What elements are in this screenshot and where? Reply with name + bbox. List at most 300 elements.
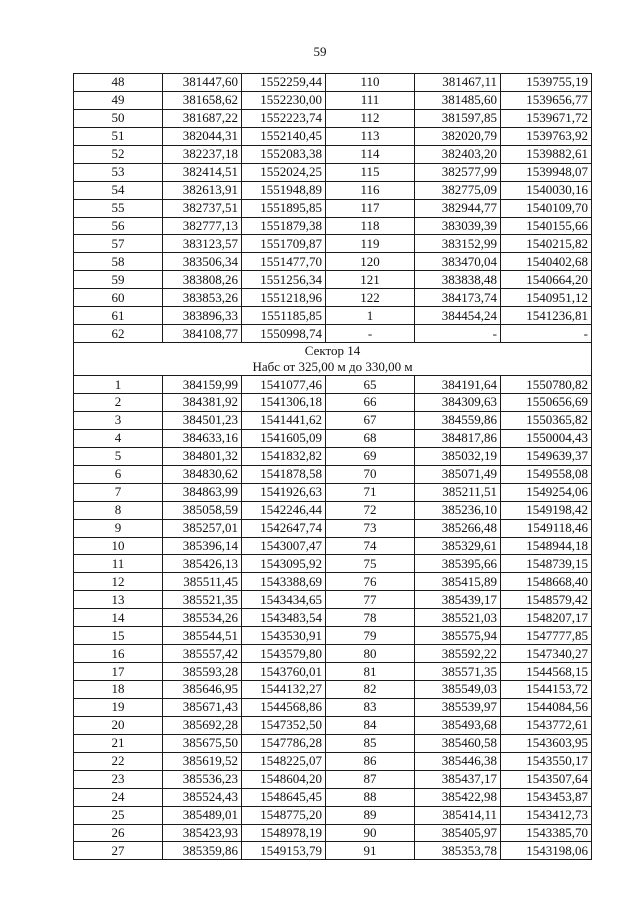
table-row: [74, 555, 592, 573]
table-row: [74, 145, 592, 163]
x-coordinate-cell: 385557,42: [163, 645, 242, 663]
table-row: [74, 501, 592, 519]
point-number-cell: 26: [74, 824, 163, 842]
point-number-cell: 90: [326, 824, 415, 842]
y-coordinate-cell: 1547777,85: [501, 627, 592, 645]
y-coordinate-cell: 1550656,69: [501, 394, 592, 412]
table-row: [74, 253, 592, 271]
x-coordinate-cell: 385549,03: [415, 681, 501, 699]
y-coordinate-cell: 1547786,28: [242, 734, 326, 752]
y-coordinate-cell: 1552230,00: [242, 91, 326, 109]
point-number-cell: 11: [74, 555, 163, 573]
point-number-cell: 14: [74, 609, 163, 627]
y-coordinate-cell: 1543483,54: [242, 609, 326, 627]
y-coordinate-cell: 1543388,69: [242, 573, 326, 591]
y-coordinate-cell: 1551948,89: [242, 181, 326, 199]
x-coordinate-cell: 385544,51: [163, 627, 242, 645]
table-row: [74, 824, 592, 842]
point-number-cell: 8: [74, 501, 163, 519]
point-number-cell: 60: [74, 289, 163, 307]
y-coordinate-cell: 1551895,85: [242, 199, 326, 217]
point-number-cell: 57: [74, 235, 163, 253]
x-coordinate-cell: 385414,11: [415, 806, 501, 824]
x-coordinate-cell: 382775,09: [415, 181, 501, 199]
point-number-cell: 51: [74, 127, 163, 145]
point-number-cell: 20: [74, 716, 163, 734]
sector-subtitle: Набс от 325,00 м до 330,00 м: [252, 359, 413, 375]
table-row: [74, 770, 592, 788]
table-row: [74, 271, 592, 289]
point-number-cell: 80: [326, 645, 415, 663]
point-number-cell: 65: [326, 376, 415, 394]
y-coordinate-cell: 1551256,34: [242, 271, 326, 289]
x-coordinate-cell: 385058,59: [163, 501, 242, 519]
point-number-cell: 2: [74, 394, 163, 412]
point-number-cell: 58: [74, 253, 163, 271]
y-coordinate-cell: 1540155,66: [501, 217, 592, 235]
y-coordinate-cell: 1552083,38: [242, 145, 326, 163]
y-coordinate-cell: -: [501, 325, 592, 343]
x-coordinate-cell: 382020,79: [415, 127, 501, 145]
point-number-cell: 53: [74, 163, 163, 181]
x-coordinate-cell: 385405,97: [415, 824, 501, 842]
x-coordinate-cell: 381597,85: [415, 109, 501, 127]
table-row: [74, 591, 592, 609]
y-coordinate-cell: 1543095,92: [242, 555, 326, 573]
y-coordinate-cell: 1548579,42: [501, 591, 592, 609]
point-number-cell: 4: [74, 429, 163, 447]
x-coordinate-cell: 384801,32: [163, 447, 242, 465]
x-coordinate-cell: 382944,77: [415, 199, 501, 217]
x-coordinate-cell: 385236,10: [415, 501, 501, 519]
y-coordinate-cell: 1539763,92: [501, 127, 592, 145]
table-row: [74, 217, 592, 235]
y-coordinate-cell: 1548668,40: [501, 573, 592, 591]
y-coordinate-cell: 1549153,79: [242, 842, 326, 860]
table-row: [74, 788, 592, 806]
y-coordinate-cell: 1548775,20: [242, 806, 326, 824]
x-coordinate-cell: 385426,13: [163, 555, 242, 573]
point-number-cell: 121: [326, 271, 415, 289]
point-number-cell: 122: [326, 289, 415, 307]
x-coordinate-cell: 382613,91: [163, 181, 242, 199]
x-coordinate-cell: 383152,99: [415, 235, 501, 253]
point-number-cell: 86: [326, 752, 415, 770]
x-coordinate-cell: 385521,03: [415, 609, 501, 627]
x-coordinate-cell: 384633,16: [163, 429, 242, 447]
y-coordinate-cell: 1543007,47: [242, 537, 326, 555]
x-coordinate-cell: 381658,62: [163, 91, 242, 109]
y-coordinate-cell: 1543385,70: [501, 824, 592, 842]
x-coordinate-cell: 384173,74: [415, 289, 501, 307]
x-coordinate-cell: 382044,31: [163, 127, 242, 145]
y-coordinate-cell: 1540109,70: [501, 199, 592, 217]
x-coordinate-cell: 385032,19: [415, 447, 501, 465]
x-coordinate-cell: 384381,92: [163, 394, 242, 412]
point-number-cell: 9: [74, 519, 163, 537]
x-coordinate-cell: 385415,89: [415, 573, 501, 591]
y-coordinate-cell: 1543412,73: [501, 806, 592, 824]
point-number-cell: 5: [74, 447, 163, 465]
y-coordinate-cell: 1549198,42: [501, 501, 592, 519]
y-coordinate-cell: 1549639,37: [501, 447, 592, 465]
y-coordinate-cell: 1539656,77: [501, 91, 592, 109]
point-number-cell: 10: [74, 537, 163, 555]
y-coordinate-cell: 1541832,82: [242, 447, 326, 465]
table-row: [74, 806, 592, 824]
y-coordinate-cell: 1540951,12: [501, 289, 592, 307]
y-coordinate-cell: 1544132,27: [242, 681, 326, 699]
point-number-cell: 1: [74, 376, 163, 394]
x-coordinate-cell: 383808,26: [163, 271, 242, 289]
table-body-bottom: [74, 376, 592, 860]
x-coordinate-cell: 385692,28: [163, 716, 242, 734]
point-number-cell: 16: [74, 645, 163, 663]
x-coordinate-cell: 383838,48: [415, 271, 501, 289]
table-row: [74, 199, 592, 217]
point-number-cell: 117: [326, 199, 415, 217]
y-coordinate-cell: 1540664,20: [501, 271, 592, 289]
table-row: [74, 627, 592, 645]
x-coordinate-cell: 385329,61: [415, 537, 501, 555]
y-coordinate-cell: 1548944,18: [501, 537, 592, 555]
point-number-cell: 18: [74, 681, 163, 699]
point-number-cell: 88: [326, 788, 415, 806]
x-coordinate-cell: 385211,51: [415, 483, 501, 501]
y-coordinate-cell: 1543579,80: [242, 645, 326, 663]
y-coordinate-cell: 1550998,74: [242, 325, 326, 343]
table-row: [74, 109, 592, 127]
y-coordinate-cell: 1543507,64: [501, 770, 592, 788]
y-coordinate-cell: 1544084,56: [501, 698, 592, 716]
point-number-cell: 17: [74, 663, 163, 681]
y-coordinate-cell: 1539755,19: [501, 74, 592, 92]
table-row: [74, 573, 592, 591]
point-number-cell: 27: [74, 842, 163, 860]
table-row: [74, 394, 592, 412]
point-number-cell: 73: [326, 519, 415, 537]
y-coordinate-cell: 1541605,09: [242, 429, 326, 447]
x-coordinate-cell: 381467,11: [415, 74, 501, 92]
point-number-cell: 52: [74, 145, 163, 163]
page-number: 59: [313, 44, 327, 59]
x-coordinate-cell: 385511,45: [163, 573, 242, 591]
x-coordinate-cell: 384817,86: [415, 429, 501, 447]
point-number-cell: 76: [326, 573, 415, 591]
x-coordinate-cell: 384454,24: [415, 307, 501, 325]
table-row: [74, 429, 592, 447]
y-coordinate-cell: 1548225,07: [242, 752, 326, 770]
y-coordinate-cell: 1543603,95: [501, 734, 592, 752]
table-row: [74, 483, 592, 501]
point-number-cell: 15: [74, 627, 163, 645]
point-number-cell: 6: [74, 465, 163, 483]
table-row: [74, 376, 592, 394]
x-coordinate-cell: 385460,58: [415, 734, 501, 752]
x-coordinate-cell: 385592,22: [415, 645, 501, 663]
x-coordinate-cell: 384191,64: [415, 376, 501, 394]
point-number-cell: 55: [74, 199, 163, 217]
y-coordinate-cell: 1540030,16: [501, 181, 592, 199]
y-coordinate-cell: 1541236,81: [501, 307, 592, 325]
y-coordinate-cell: 1549558,08: [501, 465, 592, 483]
point-number-cell: 48: [74, 74, 163, 92]
point-number-cell: 67: [326, 411, 415, 429]
y-coordinate-cell: 1540402,68: [501, 253, 592, 271]
sector-header-row: [74, 343, 592, 376]
point-number-cell: 66: [326, 394, 415, 412]
x-coordinate-cell: 385493,68: [415, 716, 501, 734]
y-coordinate-cell: 1541077,46: [242, 376, 326, 394]
point-number-cell: 62: [74, 325, 163, 343]
x-coordinate-cell: 385353,78: [415, 842, 501, 860]
y-coordinate-cell: 1541441,62: [242, 411, 326, 429]
x-coordinate-cell: 385422,98: [415, 788, 501, 806]
x-coordinate-cell: 385575,94: [415, 627, 501, 645]
point-number-cell: 23: [74, 770, 163, 788]
point-number-cell: 120: [326, 253, 415, 271]
point-number-cell: 24: [74, 788, 163, 806]
point-number-cell: 83: [326, 698, 415, 716]
point-number-cell: 74: [326, 537, 415, 555]
table-body-top: [74, 74, 592, 343]
x-coordinate-cell: 384159,99: [163, 376, 242, 394]
x-coordinate-cell: 382577,99: [415, 163, 501, 181]
point-number-cell: 112: [326, 109, 415, 127]
point-number-cell: 72: [326, 501, 415, 519]
y-coordinate-cell: 1550004,43: [501, 429, 592, 447]
x-coordinate-cell: 385619,52: [163, 752, 242, 770]
y-coordinate-cell: 1552223,74: [242, 109, 326, 127]
x-coordinate-cell: 382403,20: [415, 145, 501, 163]
point-number-cell: 110: [326, 74, 415, 92]
x-coordinate-cell: 384309,63: [415, 394, 501, 412]
y-coordinate-cell: 1552259,44: [242, 74, 326, 92]
table-row: [74, 537, 592, 555]
y-coordinate-cell: 1543434,65: [242, 591, 326, 609]
x-coordinate-cell: 381485,60: [415, 91, 501, 109]
x-coordinate-cell: 384830,62: [163, 465, 242, 483]
point-number-cell: 49: [74, 91, 163, 109]
y-coordinate-cell: 1552024,25: [242, 163, 326, 181]
x-coordinate-cell: 385536,23: [163, 770, 242, 788]
y-coordinate-cell: 1543530,91: [242, 627, 326, 645]
table-row: [74, 716, 592, 734]
table-row: [74, 609, 592, 627]
point-number-cell: 116: [326, 181, 415, 199]
y-coordinate-cell: 1549254,06: [501, 483, 592, 501]
x-coordinate-cell: 385489,01: [163, 806, 242, 824]
table-row: [74, 734, 592, 752]
point-number-cell: 21: [74, 734, 163, 752]
point-number-cell: 69: [326, 447, 415, 465]
table-row: [74, 127, 592, 145]
x-coordinate-cell: 385423,93: [163, 824, 242, 842]
y-coordinate-cell: 1541926,63: [242, 483, 326, 501]
point-number-cell: 22: [74, 752, 163, 770]
x-coordinate-cell: 385571,35: [415, 663, 501, 681]
point-number-cell: 77: [326, 591, 415, 609]
x-coordinate-cell: 385675,50: [163, 734, 242, 752]
x-coordinate-cell: 382777,13: [163, 217, 242, 235]
y-coordinate-cell: 1552140,45: [242, 127, 326, 145]
y-coordinate-cell: 1548207,17: [501, 609, 592, 627]
y-coordinate-cell: 1543772,61: [501, 716, 592, 734]
y-coordinate-cell: 1539948,07: [501, 163, 592, 181]
y-coordinate-cell: 1551477,70: [242, 253, 326, 271]
y-coordinate-cell: 1548739,15: [501, 555, 592, 573]
y-coordinate-cell: 1543550,17: [501, 752, 592, 770]
table-row: [74, 842, 592, 860]
x-coordinate-cell: 385539,97: [415, 698, 501, 716]
table-row: [74, 663, 592, 681]
table-row: [74, 307, 592, 325]
point-number-cell: 50: [74, 109, 163, 127]
point-number-cell: 3: [74, 411, 163, 429]
y-coordinate-cell: 1551185,85: [242, 307, 326, 325]
coordinates-table: [73, 73, 592, 860]
point-number-cell: 56: [74, 217, 163, 235]
y-coordinate-cell: 1547340,27: [501, 645, 592, 663]
point-number-cell: 25: [74, 806, 163, 824]
x-coordinate-cell: 381687,22: [163, 109, 242, 127]
y-coordinate-cell: 1544568,86: [242, 698, 326, 716]
y-coordinate-cell: 1548645,45: [242, 788, 326, 806]
table-row: [74, 698, 592, 716]
point-number-cell: 75: [326, 555, 415, 573]
table-row: [74, 325, 592, 343]
y-coordinate-cell: 1541306,18: [242, 394, 326, 412]
table-row: [74, 411, 592, 429]
y-coordinate-cell: 1540215,82: [501, 235, 592, 253]
point-number-cell: 87: [326, 770, 415, 788]
table-row: [74, 752, 592, 770]
table-row: [74, 235, 592, 253]
point-number-cell: 89: [326, 806, 415, 824]
y-coordinate-cell: 1551879,38: [242, 217, 326, 235]
y-coordinate-cell: 1544568,15: [501, 663, 592, 681]
y-coordinate-cell: 1543760,01: [242, 663, 326, 681]
y-coordinate-cell: 1539882,61: [501, 145, 592, 163]
x-coordinate-cell: 385671,43: [163, 698, 242, 716]
x-coordinate-cell: 385396,14: [163, 537, 242, 555]
x-coordinate-cell: 385524,43: [163, 788, 242, 806]
x-coordinate-cell: 385266,48: [415, 519, 501, 537]
table-row: [74, 645, 592, 663]
y-coordinate-cell: 1550780,82: [501, 376, 592, 394]
point-number-cell: 13: [74, 591, 163, 609]
x-coordinate-cell: 385646,95: [163, 681, 242, 699]
x-coordinate-cell: -: [415, 325, 501, 343]
point-number-cell: 71: [326, 483, 415, 501]
x-coordinate-cell: 385257,01: [163, 519, 242, 537]
point-number-cell: 114: [326, 145, 415, 163]
sector-header: [74, 343, 592, 376]
point-number-cell: 111: [326, 91, 415, 109]
y-coordinate-cell: 1549118,46: [501, 519, 592, 537]
y-coordinate-cell: 1539671,72: [501, 109, 592, 127]
x-coordinate-cell: 385593,28: [163, 663, 242, 681]
x-coordinate-cell: 385071,49: [415, 465, 501, 483]
x-coordinate-cell: 383123,57: [163, 235, 242, 253]
table-row: [74, 681, 592, 699]
table-row: [74, 447, 592, 465]
point-number-cell: 70: [326, 465, 415, 483]
point-number-cell: 59: [74, 271, 163, 289]
table-row: [74, 163, 592, 181]
point-number-cell: 68: [326, 429, 415, 447]
x-coordinate-cell: 383506,34: [163, 253, 242, 271]
y-coordinate-cell: 1544153,72: [501, 681, 592, 699]
x-coordinate-cell: 384501,23: [163, 411, 242, 429]
point-number-cell: 7: [74, 483, 163, 501]
table-row: [74, 91, 592, 109]
y-coordinate-cell: 1548604,20: [242, 770, 326, 788]
x-coordinate-cell: 383853,26: [163, 289, 242, 307]
point-number-cell: 54: [74, 181, 163, 199]
point-number-cell: 12: [74, 573, 163, 591]
x-coordinate-cell: 383470,04: [415, 253, 501, 271]
point-number-cell: 79: [326, 627, 415, 645]
y-coordinate-cell: 1542246,44: [242, 501, 326, 519]
y-coordinate-cell: 1551218,96: [242, 289, 326, 307]
x-coordinate-cell: 382737,51: [163, 199, 242, 217]
y-coordinate-cell: 1551709,87: [242, 235, 326, 253]
x-coordinate-cell: 385439,17: [415, 591, 501, 609]
point-number-cell: 85: [326, 734, 415, 752]
sector-title: Сектор 14: [304, 343, 361, 359]
y-coordinate-cell: 1542647,74: [242, 519, 326, 537]
point-number-cell: 82: [326, 681, 415, 699]
x-coordinate-cell: 383896,33: [163, 307, 242, 325]
x-coordinate-cell: 385446,38: [415, 752, 501, 770]
x-coordinate-cell: 385521,35: [163, 591, 242, 609]
x-coordinate-cell: 384559,86: [415, 411, 501, 429]
x-coordinate-cell: 382237,18: [163, 145, 242, 163]
y-coordinate-cell: 1541878,58: [242, 465, 326, 483]
point-number-cell: 91: [326, 842, 415, 860]
table-row: [74, 465, 592, 483]
x-coordinate-cell: 381447,60: [163, 74, 242, 92]
y-coordinate-cell: 1550365,82: [501, 411, 592, 429]
x-coordinate-cell: 383039,39: [415, 217, 501, 235]
table-row: [74, 519, 592, 537]
x-coordinate-cell: 384863,99: [163, 483, 242, 501]
point-number-cell: 19: [74, 698, 163, 716]
y-coordinate-cell: 1543198,06: [501, 842, 592, 860]
point-number-cell: 61: [74, 307, 163, 325]
point-number-cell: 113: [326, 127, 415, 145]
y-coordinate-cell: 1547352,50: [242, 716, 326, 734]
x-coordinate-cell: 385359,86: [163, 842, 242, 860]
x-coordinate-cell: 382414,51: [163, 163, 242, 181]
point-number-cell: 1: [326, 307, 415, 325]
y-coordinate-cell: 1548978,19: [242, 824, 326, 842]
x-coordinate-cell: 385395,66: [415, 555, 501, 573]
table-row: [74, 289, 592, 307]
point-number-cell: 84: [326, 716, 415, 734]
point-number-cell: -: [326, 325, 415, 343]
y-coordinate-cell: 1543453,87: [501, 788, 592, 806]
x-coordinate-cell: 384108,77: [163, 325, 242, 343]
table-row: [74, 181, 592, 199]
x-coordinate-cell: 385534,26: [163, 609, 242, 627]
x-coordinate-cell: 385437,17: [415, 770, 501, 788]
point-number-cell: 78: [326, 609, 415, 627]
point-number-cell: 119: [326, 235, 415, 253]
point-number-cell: 118: [326, 217, 415, 235]
point-number-cell: 81: [326, 663, 415, 681]
